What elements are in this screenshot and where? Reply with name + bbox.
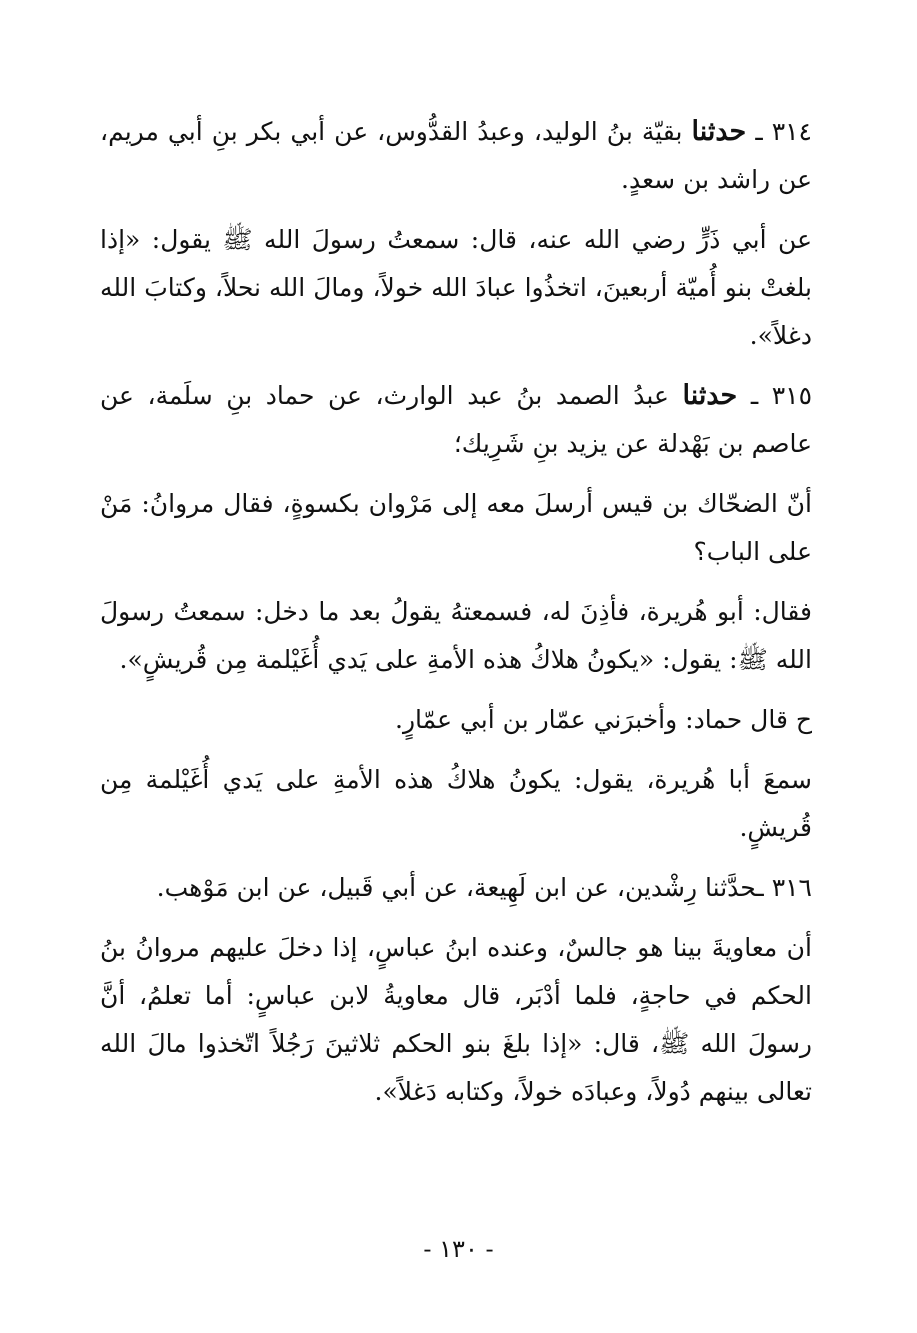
hadith-314-body: عن أبي ذَرٍّ رضي الله عنه، قال: سمعتُ رسولَ الله ﷺ يقول: «إذا بلغتْ بنو أُميّة أربعينَ، اتخذُوا عبادَ الله خولاً، ومالَ الله نحلاً، وكتابَ الله دغلاً». <box>100 225 812 350</box>
hadith-314 <box>100 108 812 204</box>
hadith-text: بقيّة بنُ الوليد، وعبدُ القدُّوس، عن أبي بكر بنِ أبي مريم، عن راشد بن سعدٍ. <box>100 117 812 194</box>
hadith-keyword: حدثنا <box>682 380 738 411</box>
hadith-number: ٣١٤ ـ <box>755 117 812 146</box>
hadith-315-body-1: أنّ الضحّاك بن قيس أرسلَ معه إلى مَرْوان بكسوةٍ، فقال مروانُ: مَنْ على الباب؟ <box>100 489 812 566</box>
hadith-text: عبدُ الصمد بنُ عبد الوارث، عن حماد بنِ سلَمة، عن عاصم بن بَهْدلة عن يزيد بنِ شَرِيك؛ <box>100 381 812 458</box>
hadith-316 <box>100 864 812 912</box>
hadith-text: رِشْدين، عن ابن لَهِيعة، عن أبي قَبيل، عن ابن مَوْهب. <box>156 873 698 902</box>
page-body <box>100 108 812 1128</box>
hadith-keyword: حدَّثنا <box>705 873 757 902</box>
hadith-keyword: حدثنا <box>691 116 747 147</box>
hadith-315-body-4: سمعَ أبا هُريرة، يقول: يكونُ هلاكُ هذه الأمةِ على يَدي أُغَيْلمة مِن قُريشٍ. <box>100 765 812 842</box>
hadith-315-body-2: فقال: أبو هُريرة، فأذِنَ له، فسمعتهُ يقولُ بعد ما دخل: سمعتُ رسولَ الله ﷺ: يقول: «يكونُ هلاكُ هذه الأمةِ على يَدي أُغَيْلمة مِن قُريشٍ». <box>100 597 812 674</box>
hadith-number: ٣١٥ ـ <box>750 381 813 410</box>
hadith-number: ٣١٦ ـ <box>756 873 812 902</box>
hadith-315-body-3: ح قال حماد: وأخبرَني عمّار بن أبي عمّارٍ. <box>395 705 812 734</box>
hadith-315 <box>100 372 812 468</box>
hadith-316-body: أن معاويةَ بينا هو جالسٌ، وعنده ابنُ عباسٍ، إذا دخلَ عليهم مروانُ بنُ الحكم في حاجةٍ، فلما أدْبَر، قال معاويةُ لابن عباسٍ: أما تعلمُ، أنَّ رسولَ الله ﷺ، قال: «إذا بلغَ بنو الحكم ثلاثينَ رَجُلاً اتّخذوا مالَ الله تعالى بينهم دُولاً، وعبادَه خولاً، وكتابه دَغلاً». <box>100 933 812 1106</box>
page-number: - ١٣٠ - <box>423 1235 494 1263</box>
